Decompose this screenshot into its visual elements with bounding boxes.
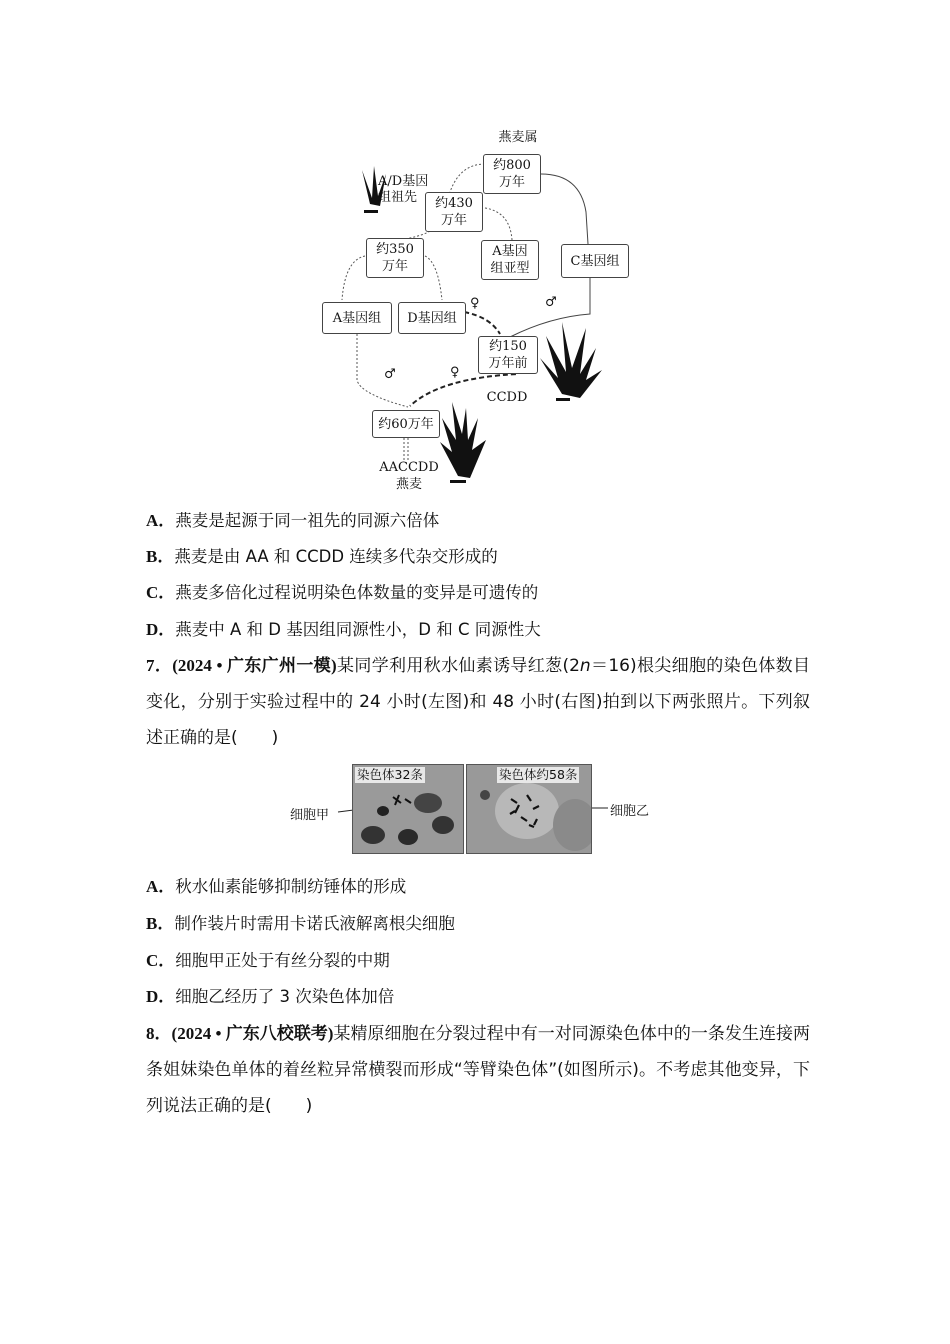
node-150: 约150 万年前: [478, 336, 538, 374]
ancestor-label: A/D基因 组祖先: [378, 174, 429, 205]
q6-option-c: C．燕麦多倍化过程说明染色体数量的变异是可遗传的: [146, 583, 539, 602]
q7-option-d: D．细胞乙经历了 3 次染色体加倍: [146, 987, 395, 1006]
female-symbol: ♀: [470, 296, 480, 311]
male-symbol: ♂: [545, 295, 557, 310]
node-d-genome: D基因组: [398, 302, 466, 334]
q6-option-b: B．燕麦是由 AA 和 CCDD 连续多代杂交形成的: [146, 547, 498, 566]
oat-evolution-diagram: [300, 122, 640, 494]
left-caption: 染色体32条: [357, 767, 423, 782]
node-800: 约800 万年: [483, 154, 541, 194]
photo-right: [466, 764, 592, 854]
cell-a-label: 细胞甲: [290, 808, 330, 823]
cell-b-label: 细胞乙: [610, 804, 650, 819]
node-350: 约350 万年: [366, 238, 424, 278]
node-430: 约430 万年: [425, 192, 483, 232]
genus-label: 燕麦属: [498, 130, 538, 145]
plant-icon-large: [440, 402, 486, 478]
plant-base-large: [450, 480, 466, 483]
link-800-430: [450, 164, 485, 192]
ccdd-label: CCDD: [486, 390, 528, 405]
plant-icon-medium: [540, 322, 602, 398]
female-symbol-2: ♀: [450, 365, 460, 380]
micrograph-figure: [290, 764, 670, 854]
q6-option-a: A．燕麦是起源于同一祖先的同源六倍体: [146, 511, 440, 530]
question-7: 7．(2024 • 广东广州一模)某同学利用秋水仙素诱导红葱(2n＝16)根尖细胞的染色体数目变化，分别于实验过程中的 24 小时(左图)和 48 小时(右图)拍到以下两张照片。下列叙述正确的是( ): [146, 656, 811, 748]
q6-option-d: D．燕麦中 A 和 D 基因组同源性小，D 和 C 同源性大: [146, 620, 541, 639]
link-a-60: [357, 330, 408, 407]
photo-left: [352, 764, 464, 854]
question-8: 8．(2024 • 广东八校联考)某精原细胞在分裂过程中有一对同源染色体中的一条发生连接两条姐妹染色单体的着丝粒异常横裂而形成“等臂染色体”(如图所示)。不考虑其他变异，下列说法正确的是( ): [146, 1024, 811, 1116]
plant-base-small: [364, 210, 378, 213]
q7-option-b: B．制作装片时需用卡诺氏液解离根尖细胞: [146, 914, 455, 933]
link-350-d: [425, 256, 442, 300]
male-symbol-2: ♂: [384, 367, 396, 382]
link-350-a: [342, 256, 365, 300]
node-60: 约60万年: [372, 410, 440, 438]
q7-option-c: C．细胞甲正处于有丝分裂的中期: [146, 951, 390, 970]
node-a-subtype: A基因 组亚型: [481, 240, 539, 280]
oat-label: 燕麦: [395, 477, 422, 492]
link-d-150: [464, 312, 500, 334]
node-a-genome: A基因组: [322, 302, 392, 334]
aaccdd-label: AACCDD: [379, 460, 439, 475]
right-caption: 染色体约58条: [499, 767, 578, 782]
plant-base-medium: [556, 398, 570, 401]
link-800-c: [541, 174, 588, 244]
node-c-genome: C基因组: [561, 244, 629, 278]
q7-option-a: A．秋水仙素能够抑制纺锤体的形成: [146, 877, 407, 896]
link-430-asub: [485, 208, 512, 240]
